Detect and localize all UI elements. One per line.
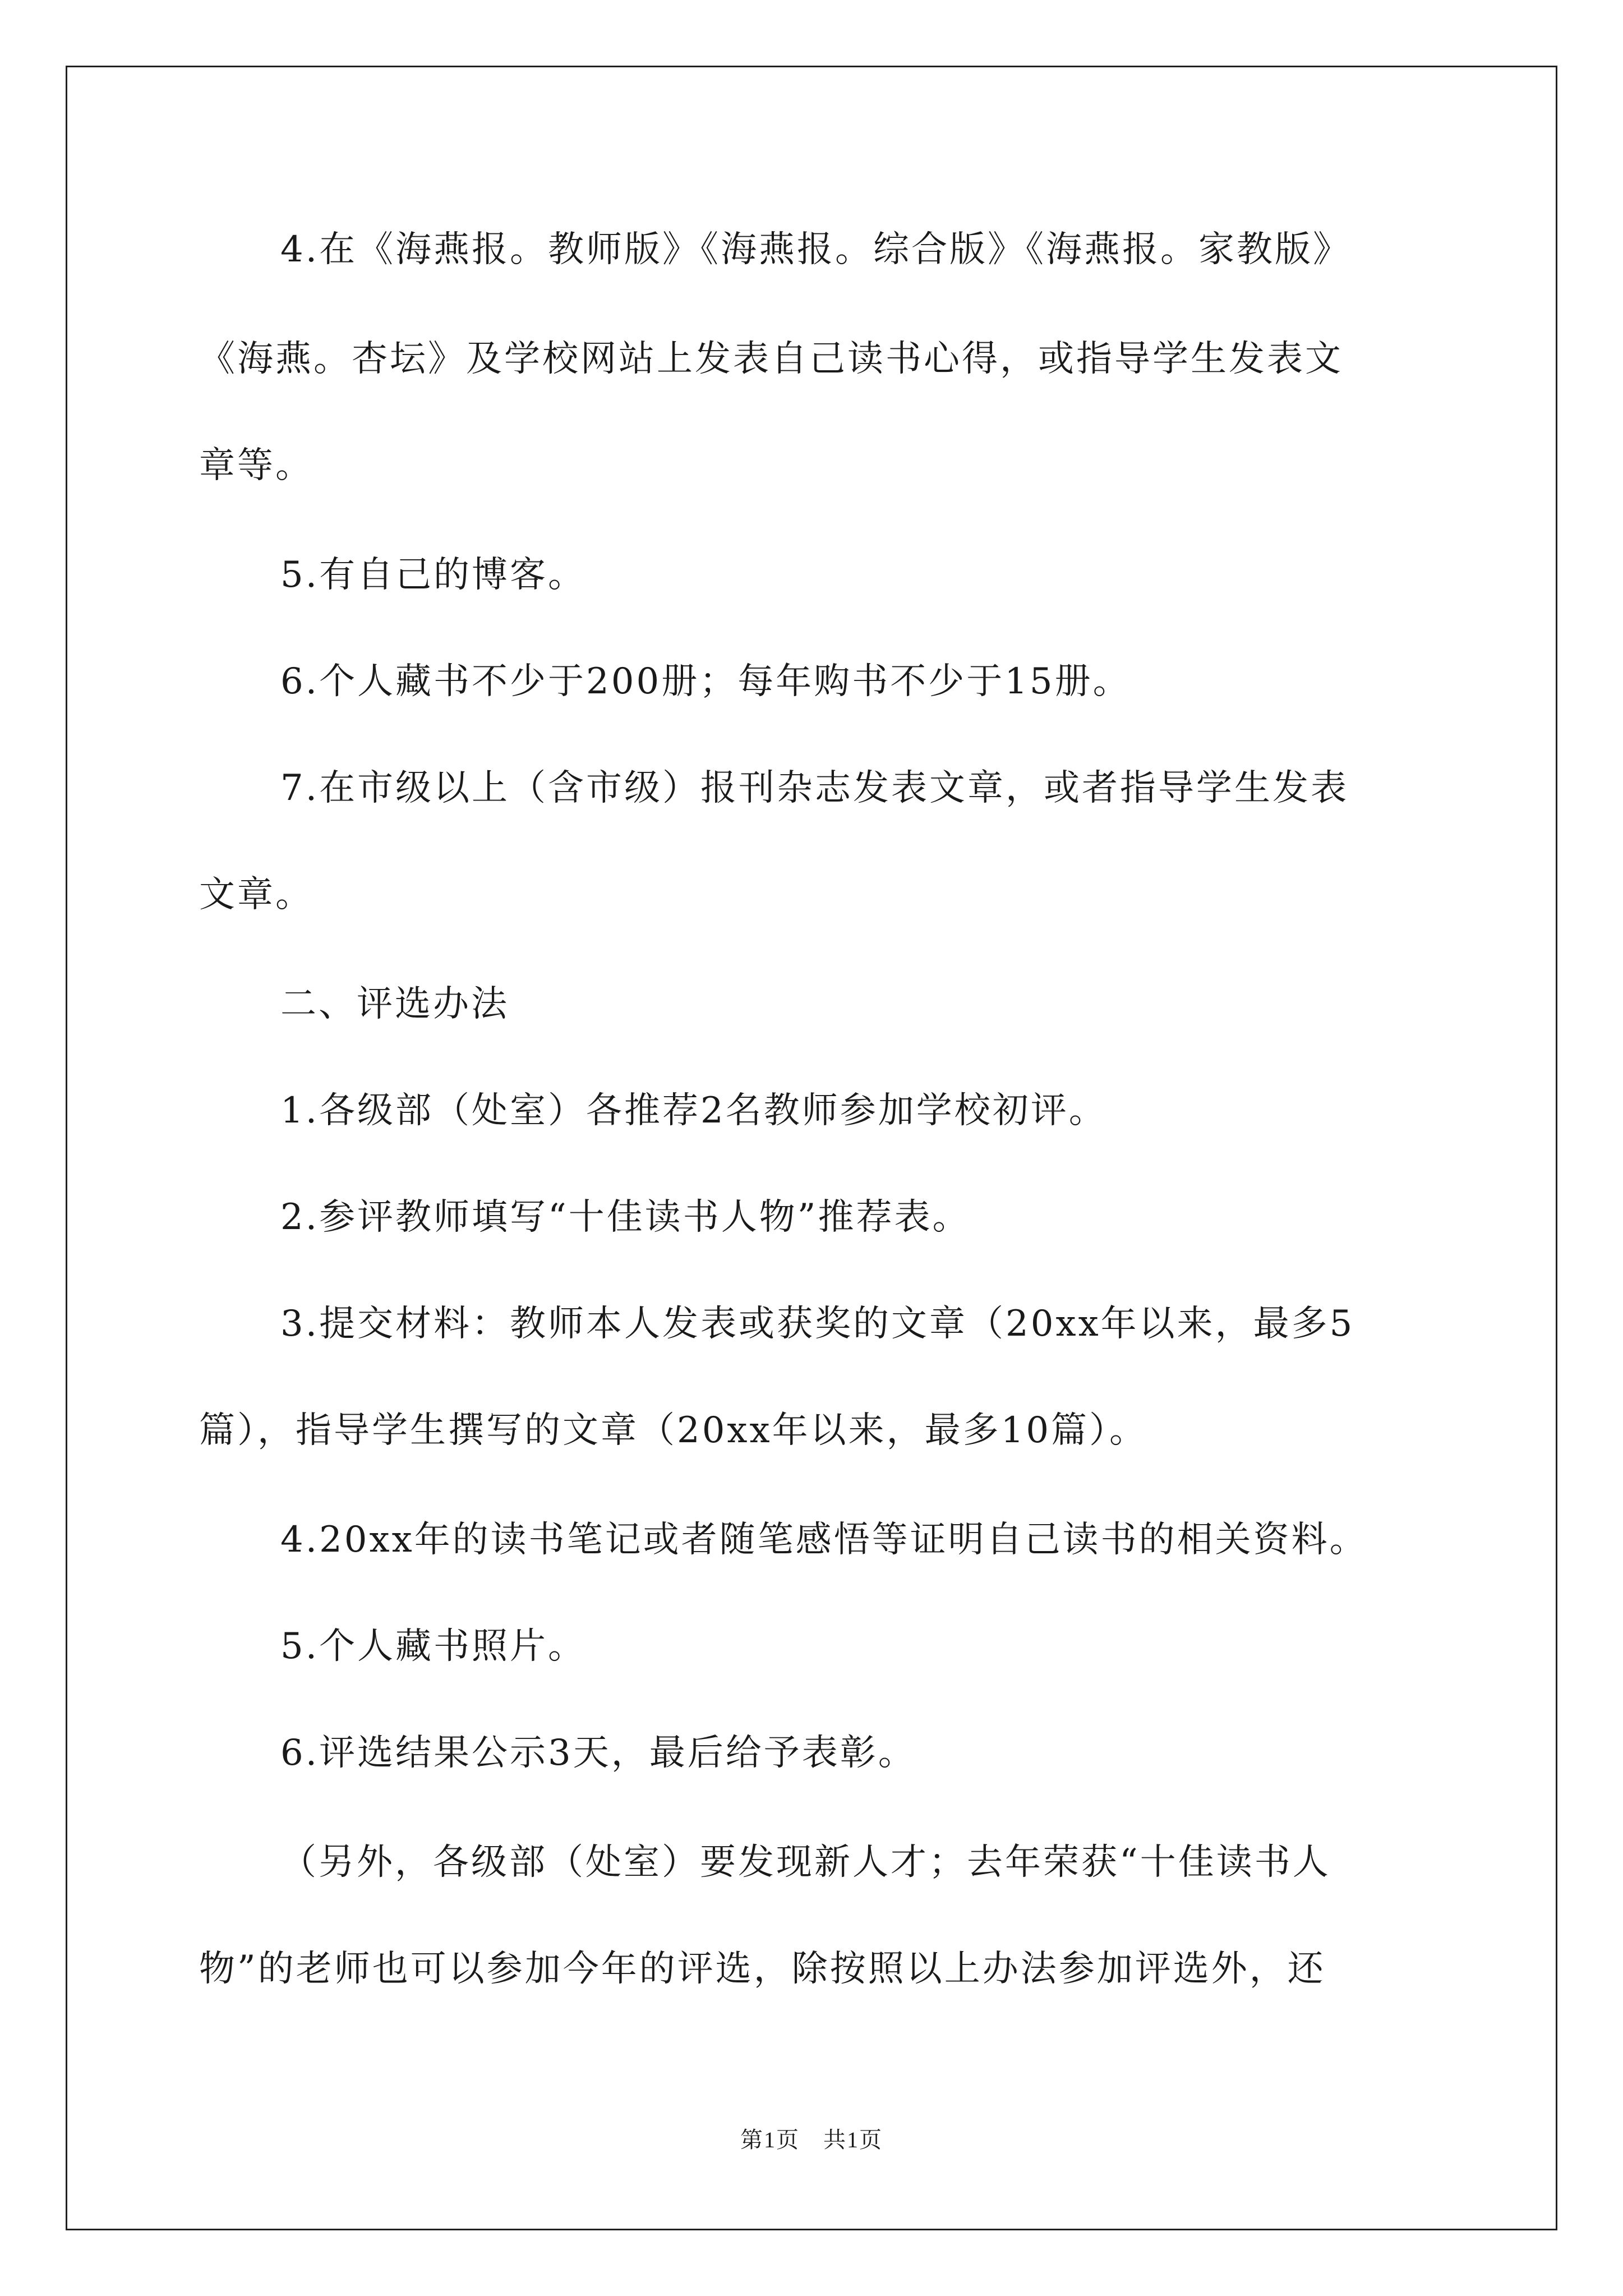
paragraph-line: 7.在市级以上（含市级）报刊杂志发表文章，或者指导学生发表	[280, 767, 1349, 809]
paragraph-line: 《海燕。杏坛》及学校网站上发表自己读书心得，或指导学生发表文	[199, 338, 1343, 380]
paragraph-line: 6.评选结果公示3天，最后给予表彰。	[280, 1732, 916, 1774]
paragraph-line: 章等。	[199, 445, 313, 486]
section-heading: 二、评选办法	[280, 983, 509, 1025]
paragraph-line: 3.提交材料：教师本人发表或获奖的文章（20xx年以来，最多5	[280, 1303, 1355, 1345]
paragraph-line: 篇），指导学生撰写的文章（20xx年以来，最多10篇）。	[199, 1410, 1148, 1451]
paragraph-line: （另外，各级部（处室）要发现新人才；去年荣获“十佳读书人	[280, 1842, 1331, 1883]
page-number: 第1页 共1页	[740, 2127, 883, 2152]
paragraph-line: 4.20xx年的读书笔记或者随笔感悟等证明自己读书的相关资料。	[280, 1519, 1368, 1561]
paragraph-line: 4.在《海燕报。教师版》《海燕报。综合版》《海燕报。家教版》	[280, 229, 1352, 270]
paragraph-line: 文章。	[199, 874, 313, 915]
page-border	[66, 66, 1557, 2230]
paragraph-line: 5.个人藏书照片。	[280, 1626, 587, 1667]
paragraph-line: 1.各级部（处室）各推荐2名教师参加学校初评。	[280, 1090, 1107, 1131]
paragraph-line: 5.有自己的博客。	[280, 554, 587, 596]
paragraph-line: 物”的老师也可以参加今年的评选，除按照以上办法参加评选外，还	[199, 1948, 1326, 1990]
paragraph-line: 6.个人藏书不少于200册；每年购书不少于15册。	[280, 661, 1131, 702]
paragraph-line: 2.参评教师填写“十佳读书人物”推荐表。	[280, 1197, 971, 1238]
